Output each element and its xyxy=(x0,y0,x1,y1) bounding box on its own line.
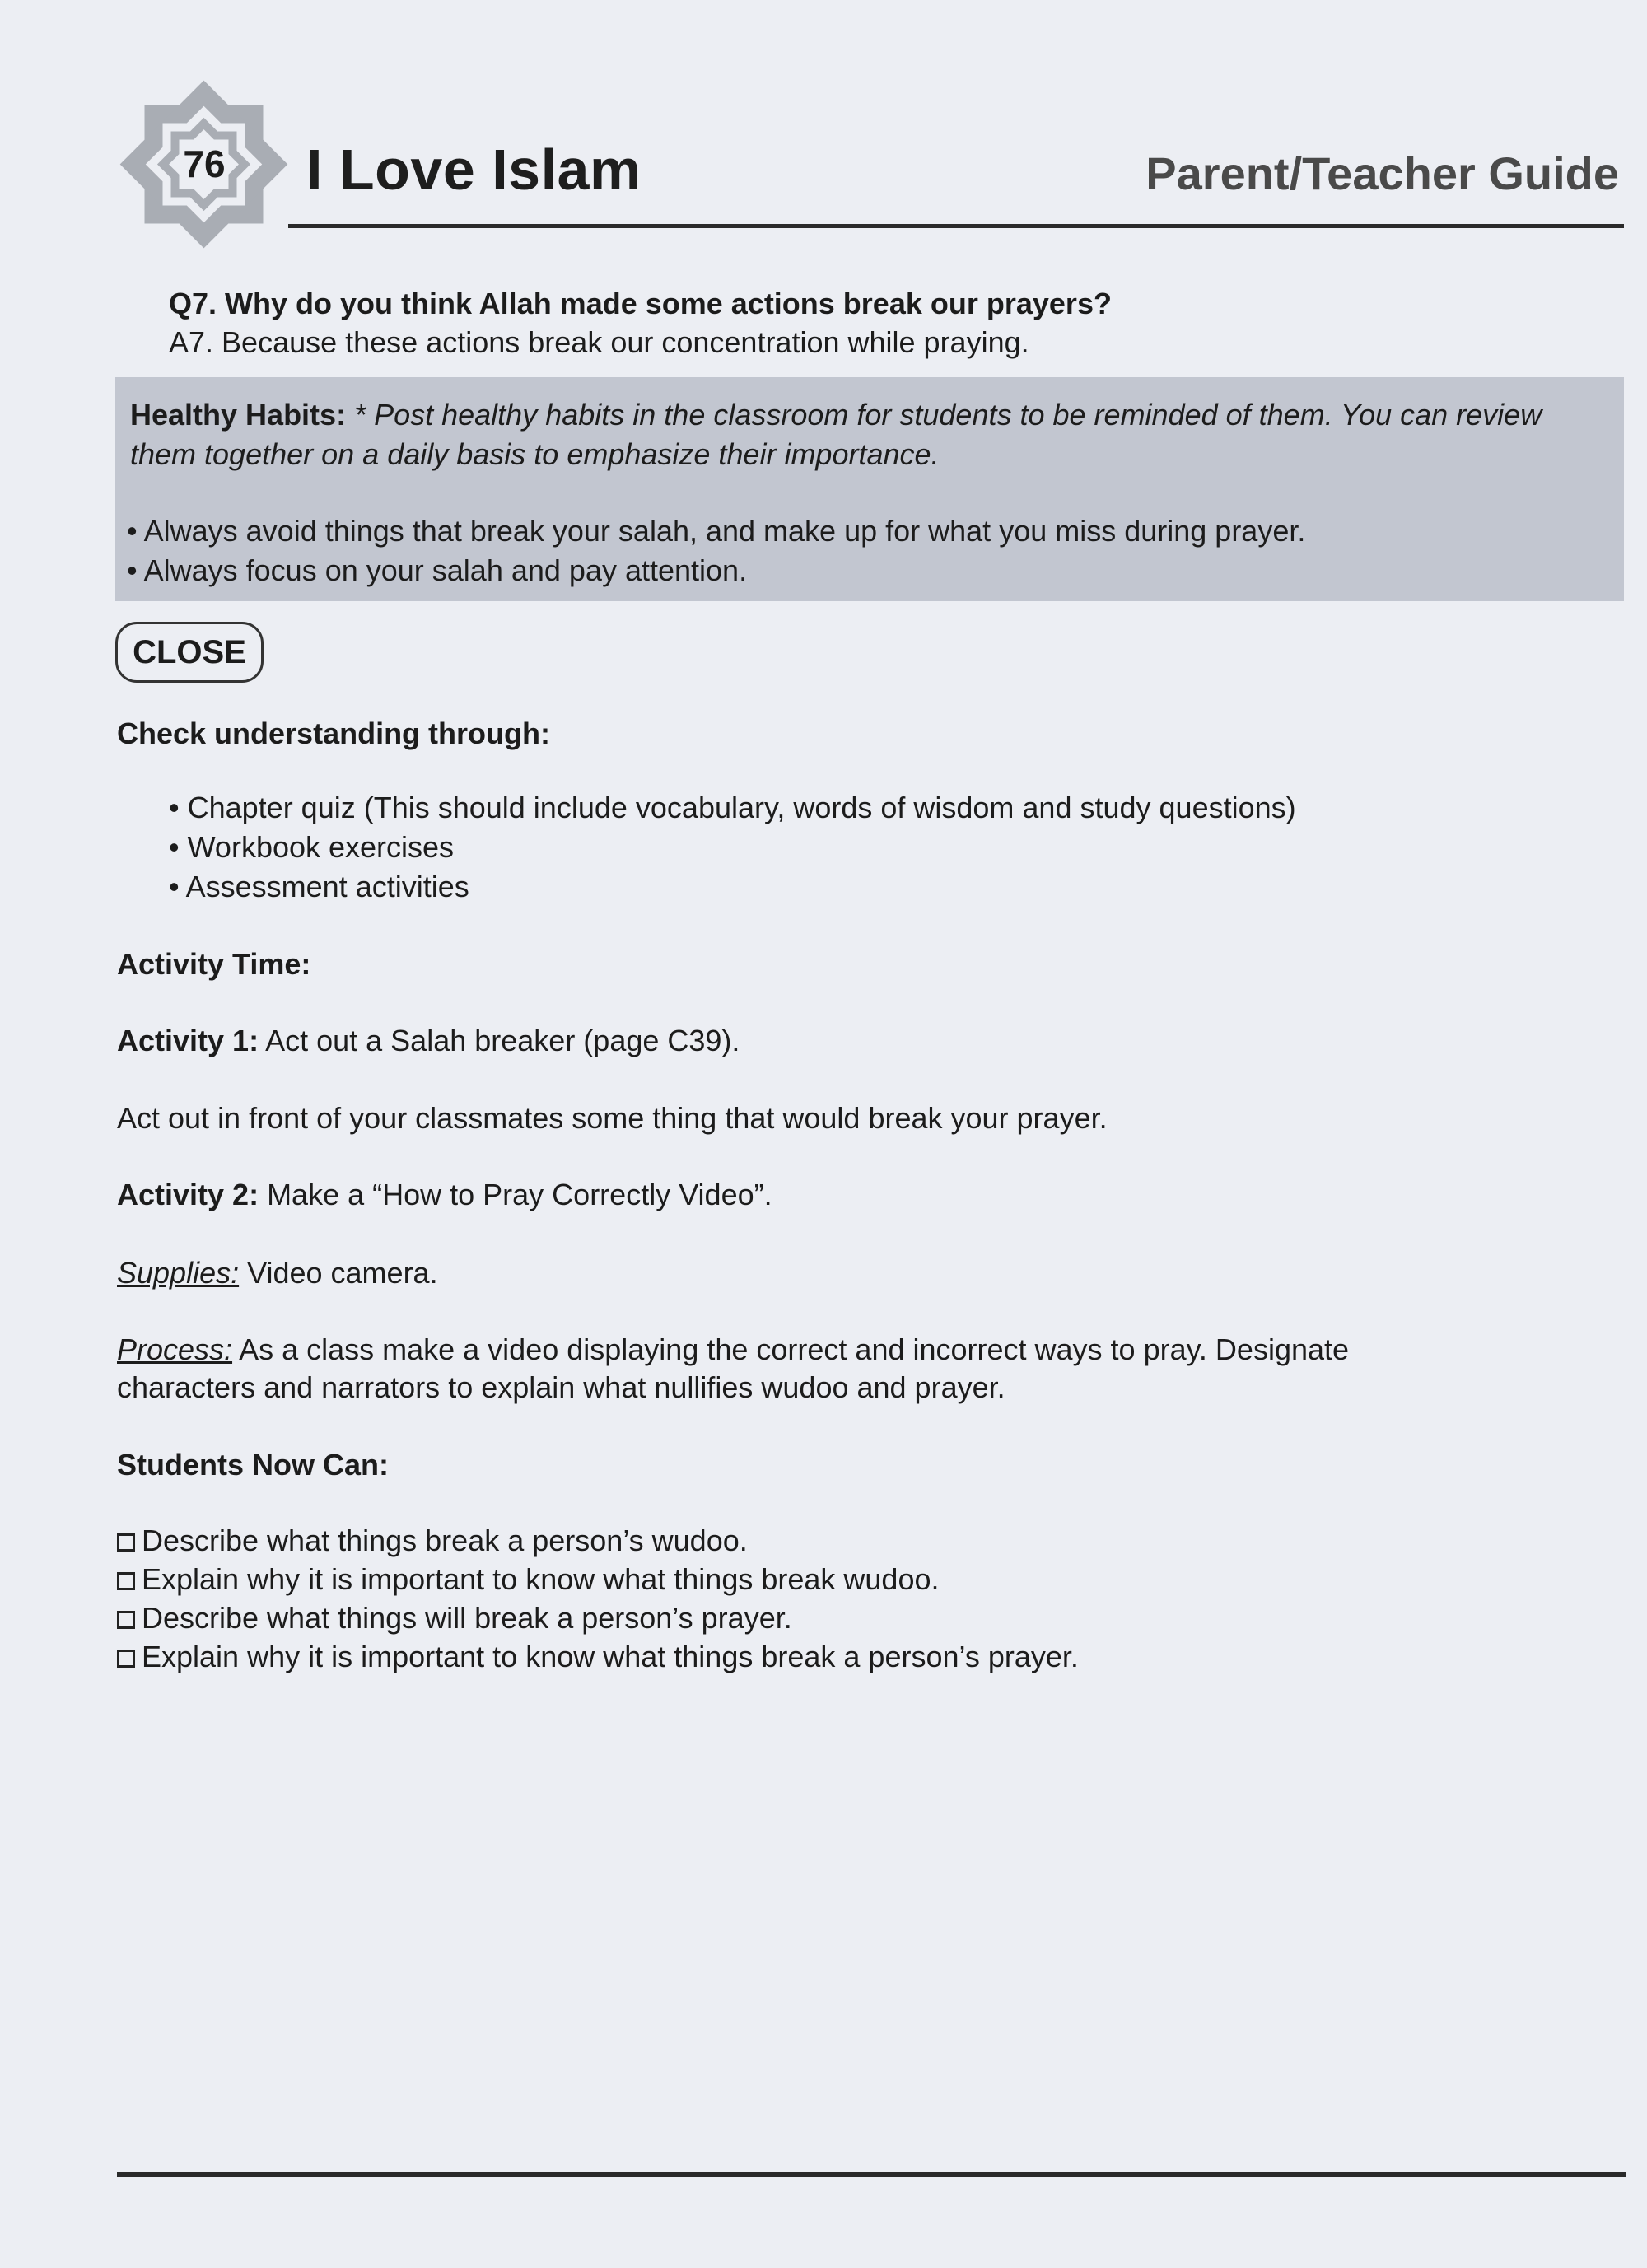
checklist-item: Describe what things will break a person’s prayer. xyxy=(117,1601,792,1636)
check-item-assessment: • Assessment activities xyxy=(169,870,469,903)
process xyxy=(117,1332,1349,1367)
activity-1-label: Activity 1: xyxy=(117,1024,259,1057)
footer-rule xyxy=(117,2172,1626,2177)
activity-2-text: Make a “How to Pray Correctly Video”. xyxy=(259,1178,772,1211)
page-number: 76 xyxy=(183,142,226,185)
q7-question: Q7. Why do you think Allah made some actions break our prayers? xyxy=(169,287,1112,320)
healthy-habits-label: Healthy Habits: xyxy=(130,398,347,432)
book-title: I Love Islam xyxy=(306,138,642,202)
habit-bullet-1: • Always avoid things that break your salah, and make up for what you miss during prayer. xyxy=(127,514,1306,548)
healthy-habits-text xyxy=(130,395,1612,474)
supplies-text: Video camera. xyxy=(239,1256,438,1290)
activity-2 xyxy=(117,1178,772,1212)
activity-1 xyxy=(117,1024,740,1058)
close-badge: CLOSE xyxy=(115,622,264,683)
checkbox-icon xyxy=(117,1611,135,1629)
check-item-quiz: • Chapter quiz (This should include vocabulary, words of wisdom and study questions) xyxy=(169,791,1296,824)
process-text-2: characters and narrators to explain what nullifies wudoo and prayer. xyxy=(117,1370,1005,1404)
healthy-habits-note: * Post healthy habits in the classroom for students to be reminded of them. You can review them together on a daily basis to emphasize their importance. xyxy=(130,398,1542,471)
checkbox-icon xyxy=(117,1533,135,1552)
supplies-label: Supplies: xyxy=(117,1256,240,1290)
checkbox-icon xyxy=(117,1572,135,1590)
checklist-item: Explain why it is important to know what things break wudoo. xyxy=(117,1562,939,1597)
q7-answer: A7. Because these actions break our concentration while praying. xyxy=(169,325,1029,359)
check-understanding-heading: Check understanding through: xyxy=(117,716,550,750)
habit-bullet-2: • Always focus on your salah and pay attention. xyxy=(127,553,748,587)
supplies xyxy=(117,1256,438,1290)
activity-2-label: Activity 2: xyxy=(117,1178,259,1211)
checkbox-icon xyxy=(117,1650,135,1668)
process-text-1: As a class make a video displaying the correct and incorrect ways to pray. Designate xyxy=(232,1332,1350,1366)
guide-title: Parent/Teacher Guide xyxy=(1145,147,1619,199)
header-rule xyxy=(288,224,1624,228)
checklist-item: Explain why it is important to know what things break a person’s prayer. xyxy=(117,1640,1079,1674)
activity-time-heading: Activity Time: xyxy=(117,947,311,981)
activity-1-text: Act out a Salah breaker (page C39). xyxy=(259,1024,740,1057)
activity-1-description: Act out in front of your classmates some thing that would break your prayer. xyxy=(117,1101,1108,1135)
checklist-item: Describe what things break a person’s wudoo. xyxy=(117,1524,748,1558)
students-now-can-heading: Students Now Can: xyxy=(117,1448,389,1482)
process-label: Process: xyxy=(117,1332,233,1366)
check-item-workbook: • Workbook exercises xyxy=(169,830,455,864)
